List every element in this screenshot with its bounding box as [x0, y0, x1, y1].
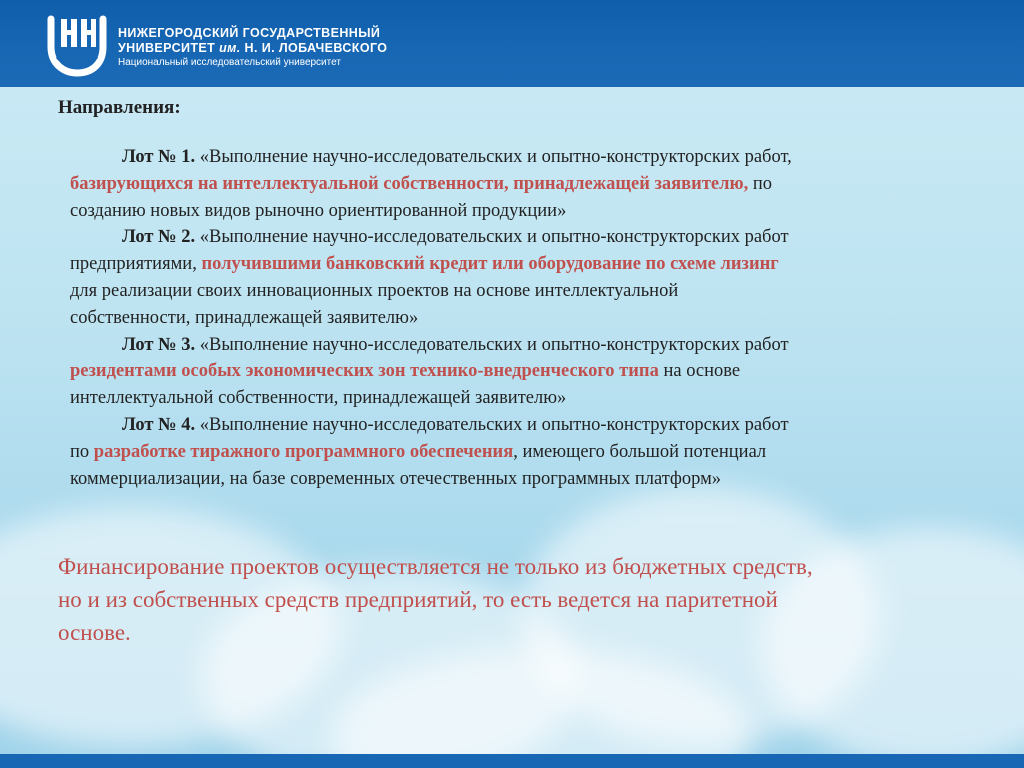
- lot-highlight: получившими банковский кредит или оборудование по схеме лизинг: [201, 254, 779, 275]
- financing-line: Финансирование проектов осуществляется не только из бюджетных средств,: [58, 554, 813, 579]
- lot-text: предприятиями,: [70, 254, 202, 275]
- lot-text: , имеющего большой потенциал: [513, 441, 767, 462]
- lot-text: «Выполнение научно-исследовательских и опытно-конструкторских работ: [199, 334, 789, 355]
- university-name-line2: [118, 41, 387, 55]
- lot-line: коммерциализации, на базе современных отечественных программных платформ»: [70, 468, 722, 489]
- lot-text: по: [748, 173, 773, 194]
- lot-line: [70, 439, 950, 466]
- lot-item: [70, 224, 950, 331]
- lot-text: «Выполнение научно-исследовательских и опытно-конструкторских работ: [199, 414, 789, 435]
- lot-text: по: [70, 441, 94, 462]
- financing-line: основе.: [58, 620, 131, 645]
- lot-highlight: разработке тиражного программного обеспечения: [93, 441, 514, 462]
- lot-text: «Выполнение научно-исследовательских и опытно-конструкторских работ: [199, 227, 789, 248]
- lot-highlight: резидентами особых экономических зон технико-внедренческого типа: [70, 361, 659, 382]
- nnsu-logo-icon: [43, 13, 107, 77]
- lot-line: [70, 144, 950, 171]
- lot-line: для реализации своих инновационных проектов на основе интеллектуальной: [70, 280, 679, 301]
- lot-line: интеллектуальной собственности, принадлежащей заявителю»: [70, 388, 567, 409]
- lot-item: [70, 144, 950, 224]
- university-subtitle: Национальный исследовательский университет: [118, 57, 341, 68]
- lot-line: [70, 358, 950, 385]
- university-word: УНИВЕРСИТЕТ: [118, 41, 216, 55]
- lot-label: Лот № 1.: [122, 147, 196, 167]
- footer-bar: [0, 754, 1024, 768]
- lot-line: [70, 332, 950, 359]
- lot-highlight: базирующихся на интеллектуальной собственности, принадлежащей заявителю,: [70, 173, 749, 194]
- lot-line: собственности, принадлежащей заявителю»: [70, 307, 419, 328]
- lot-line: созданию новых видов рыночно ориентированной продукции»: [70, 200, 567, 221]
- lot-line: [70, 251, 950, 278]
- page-heading: Направления:: [58, 97, 181, 118]
- lots-list: [70, 144, 950, 492]
- lot-label: Лот № 4.: [122, 414, 196, 435]
- lot-item: [70, 332, 950, 412]
- university-im: им.: [219, 41, 241, 55]
- lot-label: Лот № 2.: [122, 227, 196, 248]
- lot-item: [70, 412, 950, 492]
- lot-line: [70, 171, 950, 198]
- lot-line: [70, 224, 950, 251]
- lot-text: на основе: [658, 361, 741, 382]
- university-lobachevsky: Н. И. ЛОБАЧЕВСКОГО: [244, 41, 388, 55]
- lot-text: «Выполнение научно-исследовательских и опытно-конструкторских работ,: [199, 147, 792, 167]
- lot-label: Лот № 3.: [122, 334, 196, 355]
- financing-note: [58, 550, 1018, 649]
- university-name-line1: НИЖЕГОРОДСКИЙ ГОСУДАРСТВЕННЫЙ: [118, 26, 381, 40]
- header-bar: [0, 0, 1024, 87]
- financing-line: но и из собственных средств предприятий, то есть ведется на паритетной: [58, 587, 778, 612]
- lot-line: [70, 412, 950, 439]
